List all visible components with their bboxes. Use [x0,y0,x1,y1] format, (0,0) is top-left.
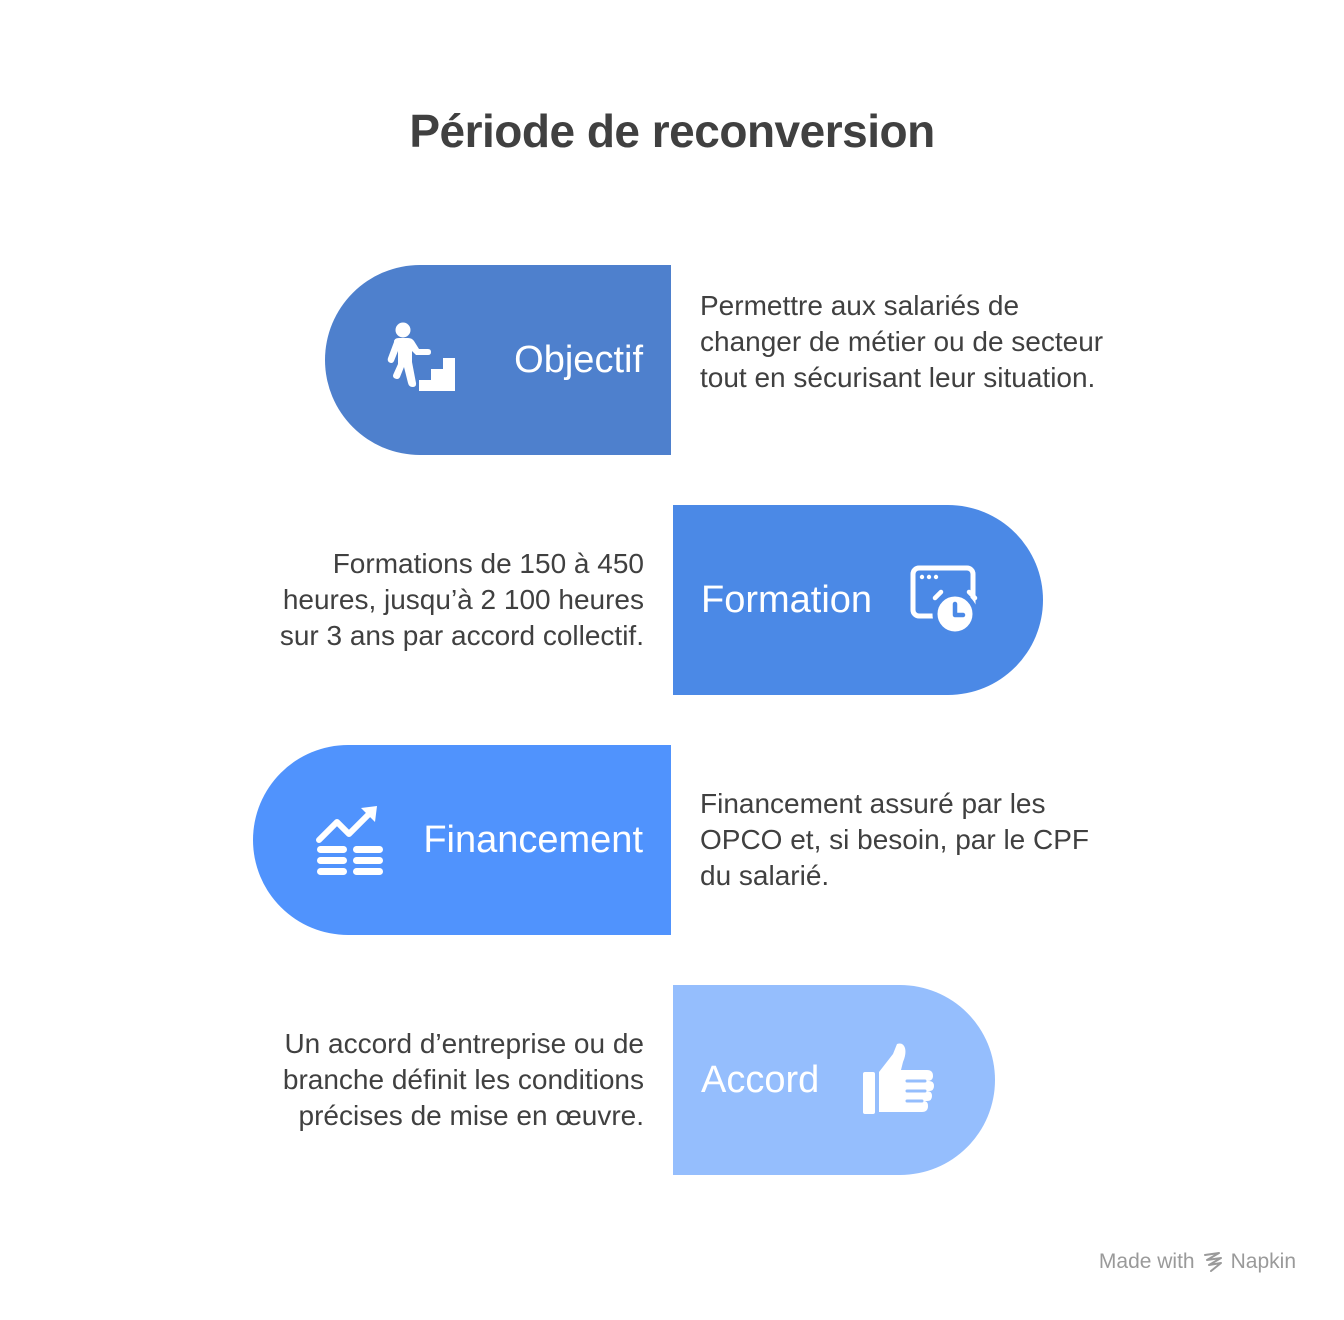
napkin-logo-icon [1203,1251,1223,1273]
growth-coins-icon [311,800,391,880]
step-financement-label: Financement [423,818,643,861]
step-formation-description: Formations de 150 à 450 heures, jusqu’à 2 100 heures sur 3 ans par accord collectif. [279,548,644,651]
made-with-label: Made with [1098,1250,1195,1273]
step-objectif-pill [325,265,671,455]
step-accord-description: Un accord d’entreprise ou de branche définit les conditions précises de mise en œuvre. [282,1028,644,1131]
page-title: Période de reconversion [409,105,935,157]
step-accord-label: Accord [701,1058,820,1101]
step-formation-label: Formation [701,578,873,621]
made-with-napkin-footer [1099,1250,1296,1274]
step-objectif-label: Objectif [514,338,643,381]
napkin-brand-label: Napkin [1230,1250,1296,1273]
step-accord-pill [673,985,995,1175]
calendar-clock-icon [907,560,987,640]
step-financement-description: Financement assuré par les OPCO et, si besoin, par le CPF du salarié. [700,788,1090,891]
person-climbing-stairs-icon [381,320,461,400]
step-formation-pill [673,505,1043,695]
step-objectif-description: Permettre aux salariés de changer de métier ou de secteur tout en sécurisant leur situation. [700,290,1104,393]
thumbs-up-icon [859,1040,939,1120]
step-financement-pill [253,745,671,935]
